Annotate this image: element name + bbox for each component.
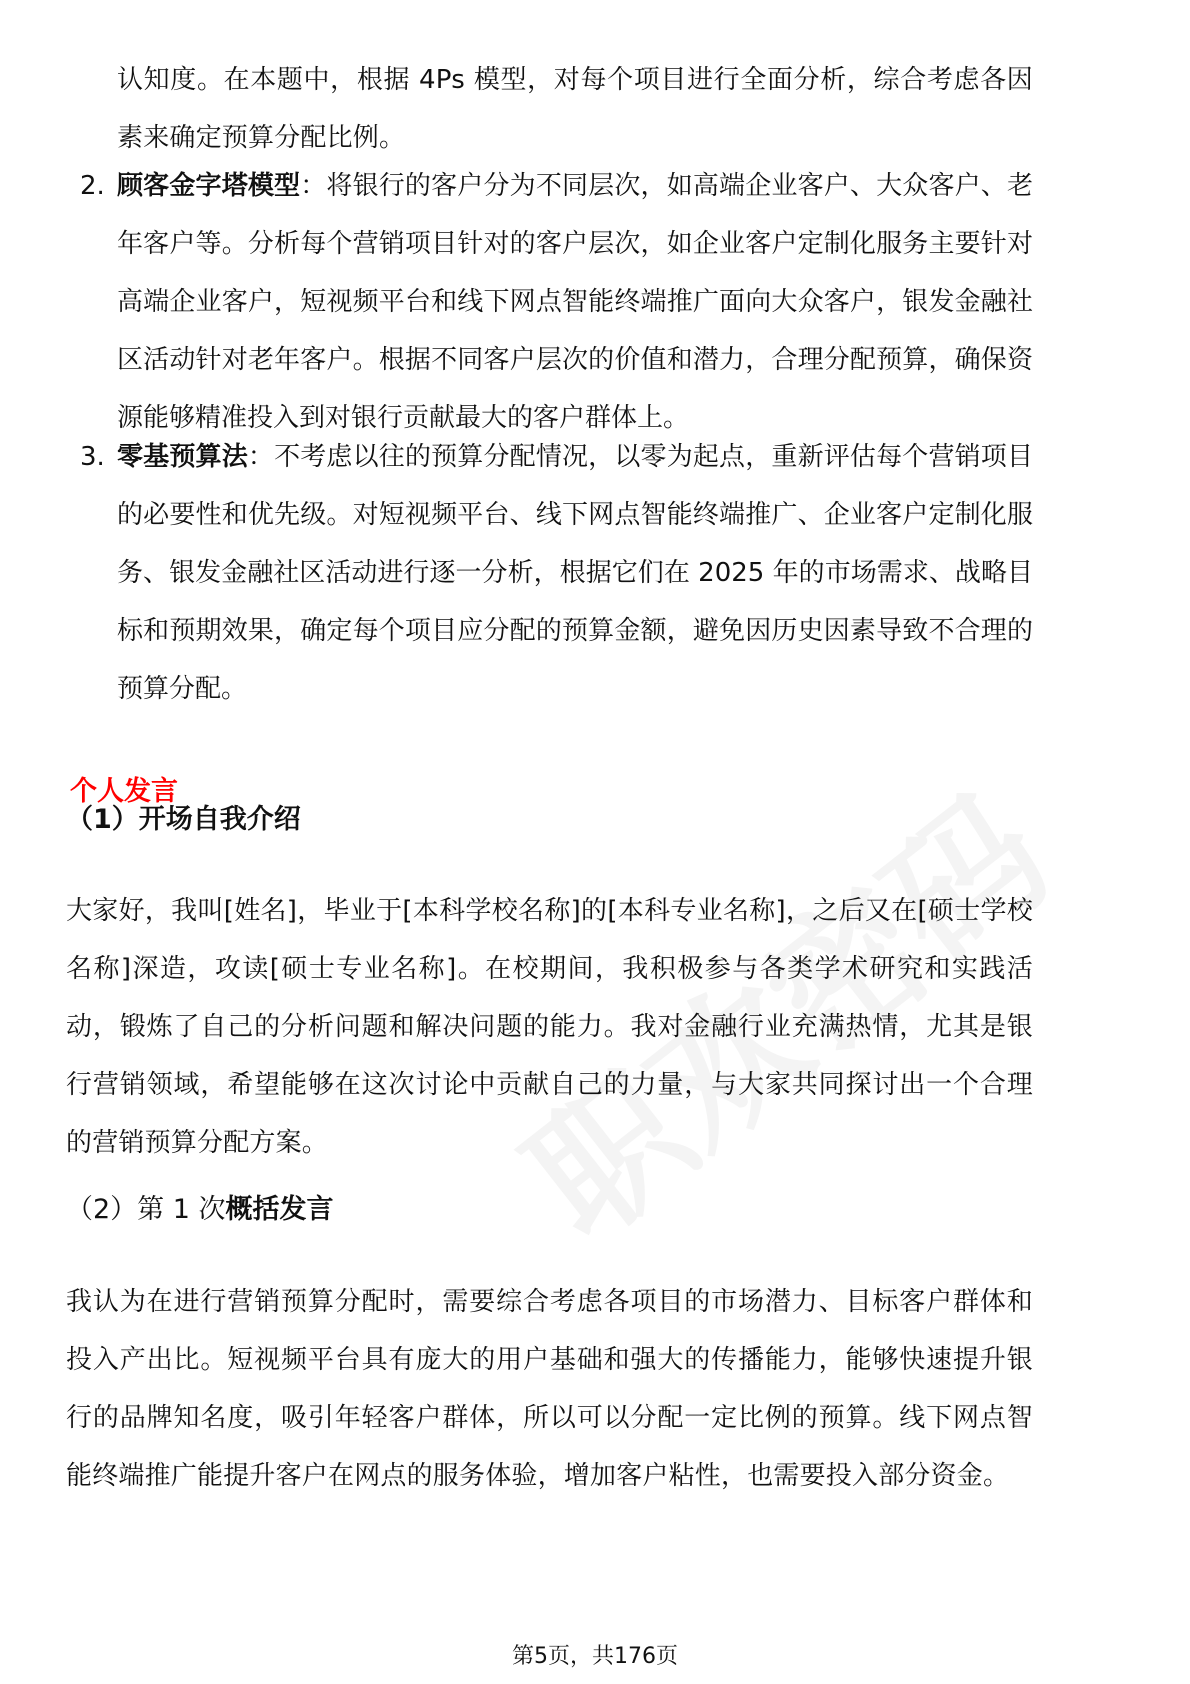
list-item-text: ：将银行的客户分为不同层次，如高端企业客户、大众客户、老年客户等。分析每个营销项目针对的客户层次，如企业客户定制化服务主要针对高端企业客户，短视频平台和线下网点智能终端推广面向大众客户，银发金融社区活动针对老年客户。根据不同客户层次的价值和潜力，合理分配预算，确保资源能够精准投入到对银行贡献最大的客户群体上。 <box>117 171 1033 433</box>
list-item-title: 零基预算法 <box>117 442 248 472</box>
continuation-paragraph: 认知度。在本题中，根据 4Ps 模型，对每个项目进行全面分析，综合考虑各因素来确定预算分配比例。 <box>117 65 1033 153</box>
sub-heading-prefix: （2）第 1 次 <box>66 1194 226 1225</box>
list-item-title: 顾客金字塔模型 <box>117 171 301 201</box>
first-summary-paragraph: 我认为在进行营销预算分配时，需要综合考虑各项目的市场潜力、目标客户群体和投入产出比。短视频平台具有庞大的用户基础和强大的传播能力，能够快速提升银行的品牌知名度，吸引年轻客户群体，所以可以分配一定比例的预算。线下网点智能终端推广能提升客户在网点的服务体验，增加客户粘性，也需要投入部分资金。 <box>66 1287 1033 1491</box>
section-heading-personal-speech: 个人发言 <box>70 776 178 807</box>
list-item-zero-based-budget <box>117 428 1033 718</box>
sub-heading-rest: 概括发言 <box>225 1194 334 1225</box>
list-number-2: 2. <box>80 171 105 201</box>
sub-heading-self-intro: （1）开场自我介绍 <box>66 804 301 835</box>
sub-heading-first-summary <box>66 1190 334 1230</box>
page-footer: 第5页，共176页 <box>512 1644 678 1669</box>
list-item-text: ：不考虑以往的预算分配情况，以零为起点，重新评估每个营销项目的必要性和优先级。对短视频平台、线下网点智能终端推广、企业客户定制化服务、银发金融社区活动进行逐一分析，根据它们在 2025 年的市场需求、战略目标和预期效果，确定每个项目应分配的预算金额，避免因历史因素导致不合理的预算分配。 <box>117 442 1033 704</box>
self-intro-paragraph: 大家好，我叫[姓名]，毕业于[本科学校名称]的[本科专业名称]，之后又在[硕士学校名称]深造，攻读[硕士专业名称]。在校期间，我积极参与各类学术研究和实践活动，锻炼了自己的分析问题和解决问题的能力。我对金融行业充满热情，尤其是银行营销领域，希望能够在这次讨论中贡献自己的力量，与大家共同探讨出一个合理的营销预算分配方案。 <box>66 896 1033 1158</box>
list-item-customer-pyramid <box>117 157 1033 447</box>
list-number-3: 3. <box>80 442 105 472</box>
